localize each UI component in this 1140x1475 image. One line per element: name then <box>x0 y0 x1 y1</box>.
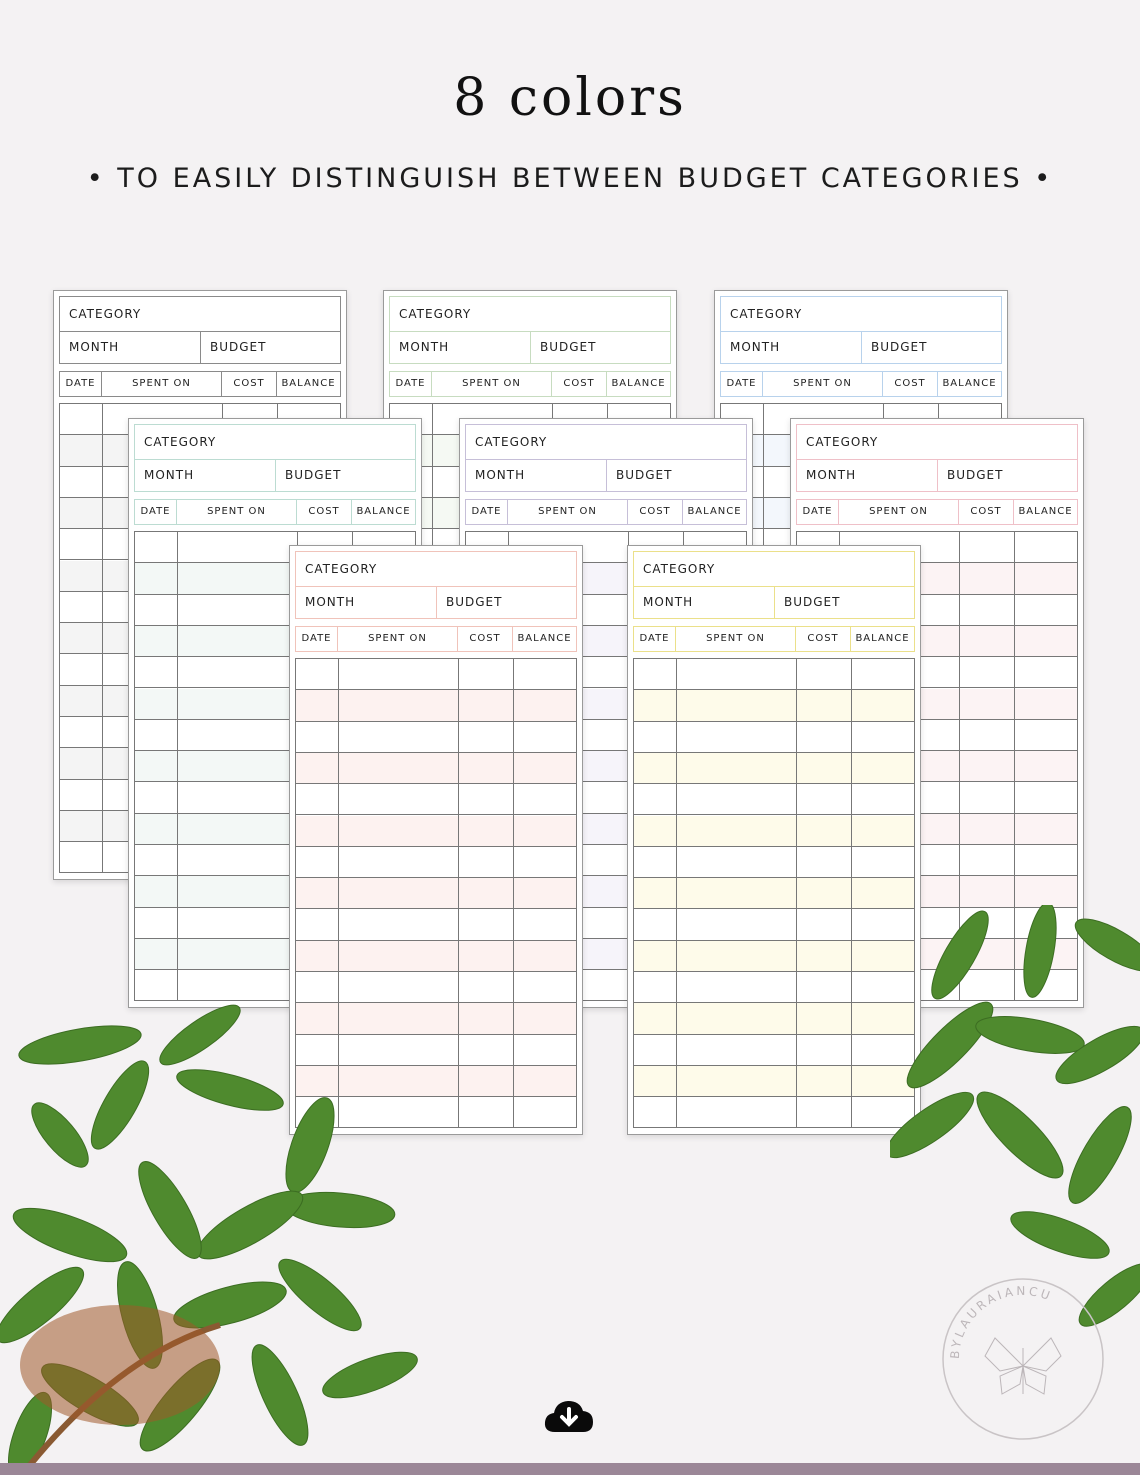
cost-column-header: COST <box>796 627 851 651</box>
balance-column-header: BALANCE <box>942 378 997 389</box>
cost-column-header: COST <box>222 372 277 396</box>
svg-text:BYLAURAIANCU <box>948 1284 1055 1359</box>
grid-column-line <box>458 659 459 1127</box>
column-headers <box>465 499 747 525</box>
budget-field: BUDGET <box>210 340 267 354</box>
sheet-header <box>134 424 416 492</box>
cost-column-header: COST <box>458 627 513 651</box>
budget-field: BUDGET <box>947 468 1004 482</box>
butterfly-logo-icon <box>940 1276 1106 1442</box>
spent-on-column-header: SPENT ON <box>338 627 458 651</box>
cloud-download-icon <box>543 1398 595 1436</box>
cost-column-header: COST <box>552 372 607 396</box>
plant-left-decoration <box>0 995 430 1475</box>
date-column-header: DATE <box>634 627 676 651</box>
sheet-header <box>389 296 671 364</box>
grid-column-line <box>177 532 178 1000</box>
date-column-header: DATE <box>135 500 177 524</box>
sheet-header <box>295 551 577 619</box>
category-field: CATEGORY <box>60 297 340 332</box>
spent-on-column-header: SPENT ON <box>676 627 796 651</box>
column-headers <box>59 371 341 397</box>
month-field: MONTH <box>797 459 938 492</box>
date-column-header: DATE <box>296 627 338 651</box>
category-field: CATEGORY <box>466 425 746 460</box>
budget-field: BUDGET <box>616 468 673 482</box>
grid-column-line <box>796 659 797 1127</box>
column-headers <box>295 626 577 652</box>
balance-column-header: BALANCE <box>356 506 411 517</box>
cost-column-header: COST <box>628 500 683 524</box>
entry-grid <box>633 658 915 1128</box>
balance-column-header: BALANCE <box>855 633 910 644</box>
balance-column-header: BALANCE <box>611 378 666 389</box>
balance-column-header: BALANCE <box>281 378 336 389</box>
budget-field: BUDGET <box>285 468 342 482</box>
balance-column-header: BALANCE <box>517 633 572 644</box>
page-subtitle: • TO EASILY DISTINGUISH BETWEEN BUDGET CATEGORIES • <box>86 163 1054 194</box>
seal-text: BYLAURAIANCU <box>947 1283 1055 1360</box>
column-headers <box>720 371 1002 397</box>
column-headers <box>134 499 416 525</box>
month-field: MONTH <box>390 331 531 364</box>
month-field: MONTH <box>466 459 607 492</box>
sheet-header <box>720 296 1002 364</box>
spent-on-column-header: SPENT ON <box>839 500 959 524</box>
grid-column-line <box>513 659 514 1127</box>
category-field: CATEGORY <box>797 425 1077 460</box>
date-column-header: DATE <box>797 500 839 524</box>
grid-column-line <box>676 659 677 1127</box>
month-field: MONTH <box>296 586 437 619</box>
column-headers <box>796 499 1078 525</box>
spent-on-column-header: SPENT ON <box>763 372 883 396</box>
month-field: MONTH <box>721 331 862 364</box>
category-field: CATEGORY <box>296 552 576 587</box>
budget-field: BUDGET <box>784 595 841 609</box>
balance-column-header: BALANCE <box>1018 506 1073 517</box>
cost-column-header: COST <box>883 372 938 396</box>
month-field: MONTH <box>60 331 201 364</box>
column-headers <box>633 626 915 652</box>
budget-field: BUDGET <box>540 340 597 354</box>
month-field: MONTH <box>634 586 775 619</box>
category-field: CATEGORY <box>721 297 1001 332</box>
balance-column-header: BALANCE <box>687 506 742 517</box>
category-field: CATEGORY <box>135 425 415 460</box>
spent-on-column-header: SPENT ON <box>102 372 222 396</box>
spent-on-column-header: SPENT ON <box>177 500 297 524</box>
budget-field: BUDGET <box>446 595 503 609</box>
page-title: 8 colors <box>453 68 687 128</box>
cost-column-header: COST <box>959 500 1014 524</box>
date-column-header: DATE <box>466 500 508 524</box>
date-column-header: DATE <box>721 372 763 396</box>
column-headers <box>389 371 671 397</box>
month-field: MONTH <box>135 459 276 492</box>
spent-on-column-header: SPENT ON <box>508 500 628 524</box>
grid-column-line <box>851 659 852 1127</box>
budget-sheet-yellow <box>627 545 921 1135</box>
grid-column-line <box>102 404 103 872</box>
date-column-header: DATE <box>390 372 432 396</box>
sheet-header <box>465 424 747 492</box>
date-column-header: DATE <box>60 372 102 396</box>
sheet-header <box>59 296 341 364</box>
category-field: CATEGORY <box>390 297 670 332</box>
sheet-header <box>796 424 1078 492</box>
spent-on-column-header: SPENT ON <box>432 372 552 396</box>
sheet-header <box>633 551 915 619</box>
budget-field: BUDGET <box>871 340 928 354</box>
bottom-bar <box>0 1463 1140 1475</box>
cost-column-header: COST <box>297 500 352 524</box>
category-field: CATEGORY <box>634 552 914 587</box>
